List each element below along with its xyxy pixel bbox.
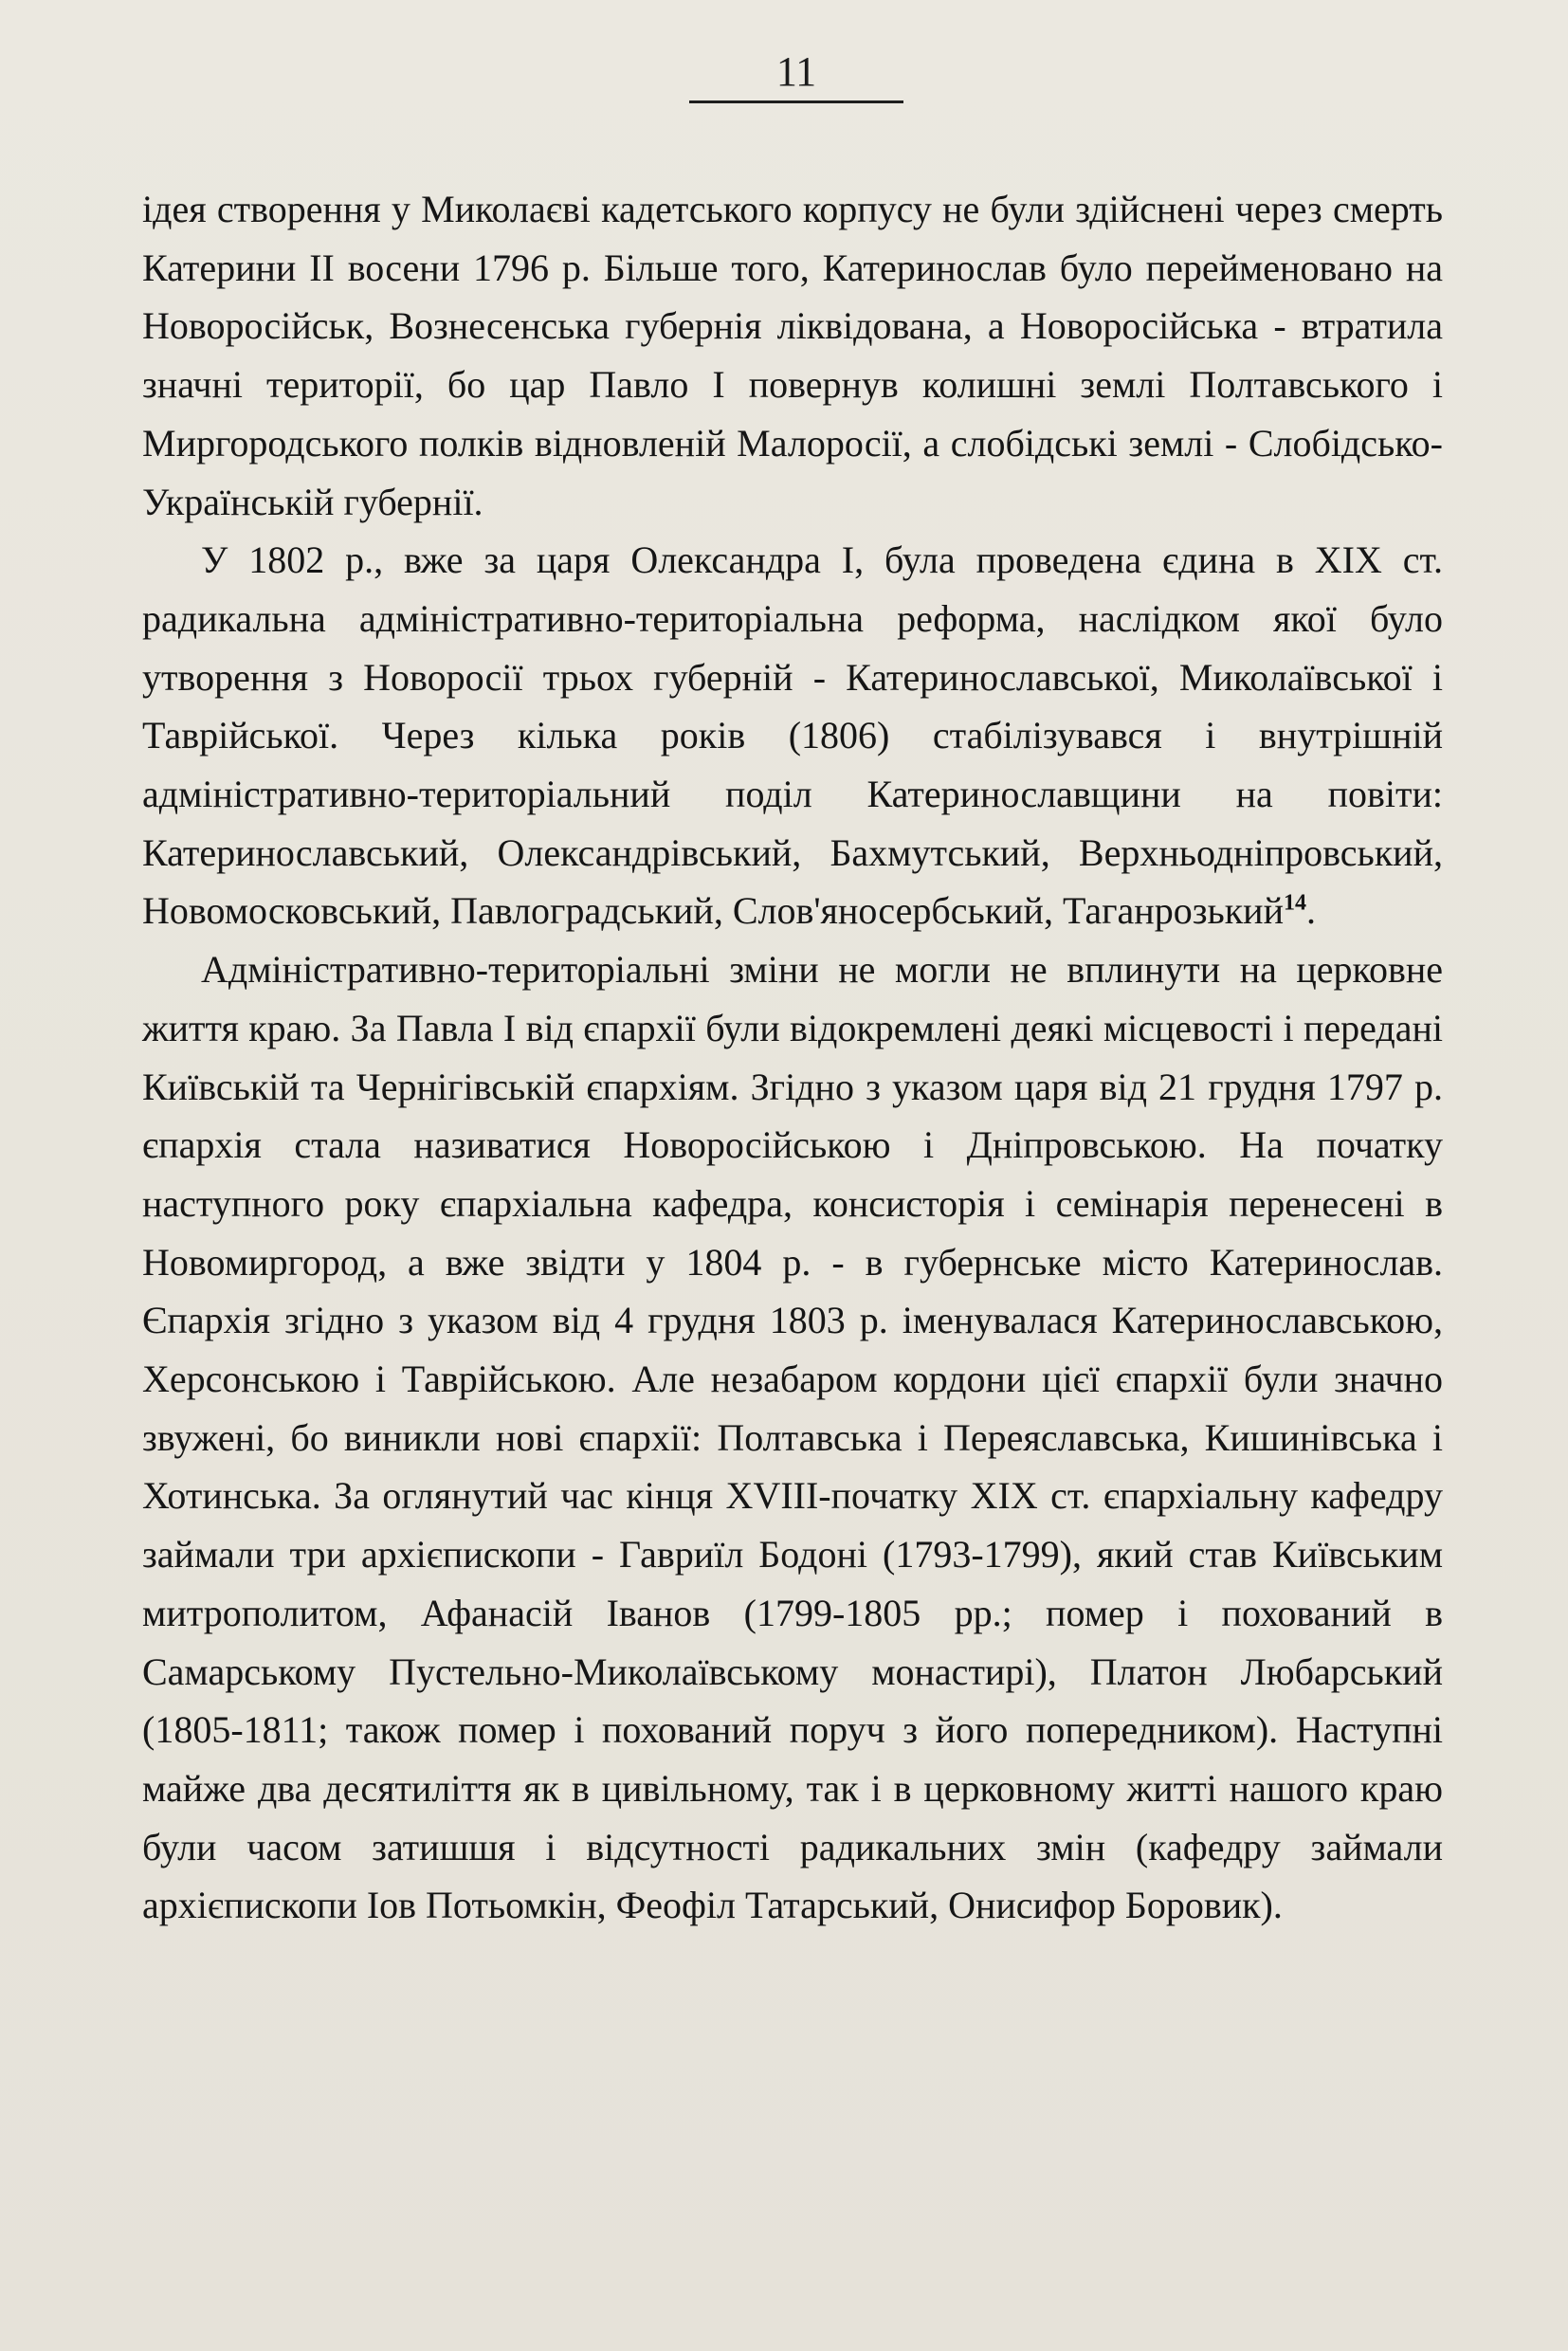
paragraph-1-text: ідея створення у Миколаєві кадетського корпусу не були здійснені через смерть Катерини ІІ восени 1796 р. Більше того, Катеринослав було перейменовано на Новоросійськ, Вознесенська губернія ліквідована, а Новоросійська - втратила значні території, бо цар Павло І повернув колишні землі Полтавського і Миргородського полків відновленій Малоросії, а слобідські землі - Слобідсько-Українській губернії. (142, 188, 1443, 523)
footnote-reference[interactable]: 14 (1283, 891, 1306, 917)
page-number-rule (689, 100, 903, 103)
paragraph-2-text: У 1802 р., вже за царя Олександра І, була проведена єдина в XIX ст. радикальна адміністративно-територіальна реформа, наслідком якої було утворення з Новоросії трьох губерній - Катеринославської, Миколаївської і Таврійської. Через кілька років (1806) стабілізувався і внутрішній адміністративно-територіальний поділ Катеринославщини на повіти: Катеринославський, Олександрівський, Бахмутський, Верхньодніпровський, Новомосковський, Павлоградський, Слов'яносербський, Таганрозький (142, 538, 1443, 933)
paragraph-2-end: . (1305, 889, 1316, 933)
paragraph-1 (142, 180, 1443, 531)
body-text (142, 180, 1443, 1935)
paragraph-2 (142, 531, 1443, 940)
paragraph-3 (142, 940, 1443, 1935)
paragraph-3-text: Адміністративно-територіальні зміни не могли не вплинути на церковне життя краю. За Павла І від єпархії були відокремлені деякі місцевості і передані Київській та Чернігівській єпархіям. Згідно з указом царя від 21 грудня 1797 р. єпархія стала називатися Новоросійською і Дніпровською. На початку наступного року єпархіальна кафедра, консисторія і семінарія перенесені в Новомиргород, а вже звідти у 1804 р. - в губернське місто Катеринослав. Єпархія згідно з указом від 4 грудня 1803 р. іменувалася Катеринославською, Херсонською і Таврійською. Але незабаром кордони цієї єпархії були значно звужені, бо виникли нові єпархії: Полтавська і Переяславська, Кишинівська і Хотинська. За оглянутий час кінця XVIII-початку XIX ст. єпархіальну кафедру займали три архієпископи - Гавриїл Бодоні (1793-1799), який став Київським митрополитом, Афанасій Іванов (1799-1805 рр.; помер і похований в Самарському Пустельно-Миколаївському монастирі), Платон Любарський (1805-1811; також помер і похований поруч з його попередником). Наступні майже два десятиліття як в цивільному, так і в церковному житті нашого краю були часом затишшя і відсутності радикальних змін (кафедру займали архієпископи Іов Потьомкін, Феофіл Татарський, Онисифор Боровик). (142, 948, 1443, 1927)
page-number: 11 (775, 48, 817, 95)
